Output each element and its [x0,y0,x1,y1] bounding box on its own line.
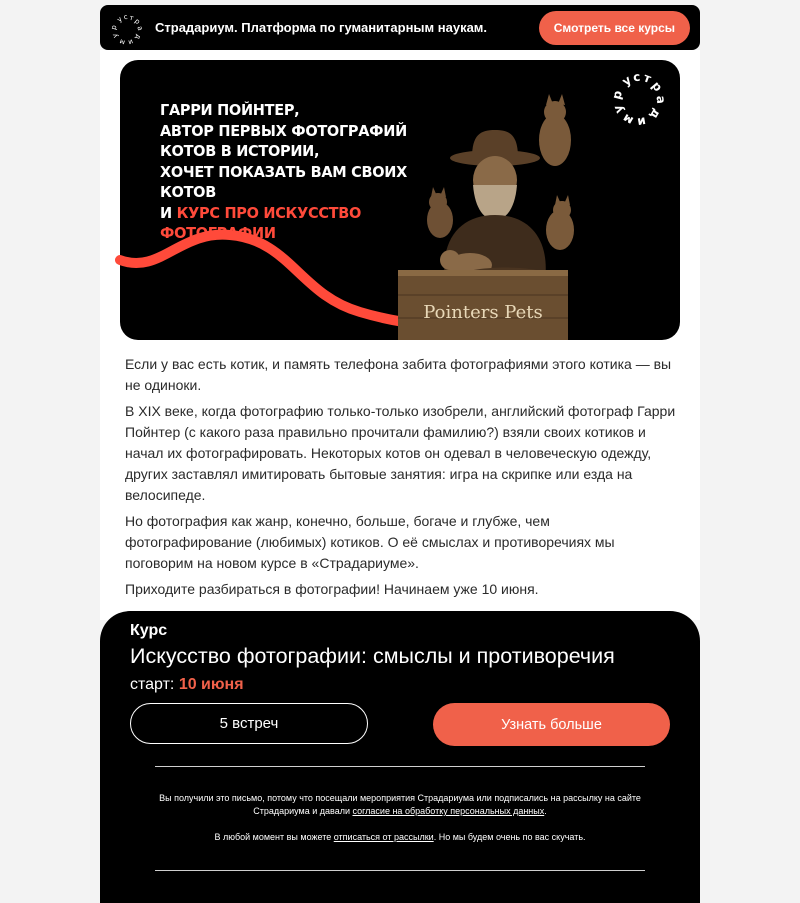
logo-letter: р [648,78,666,95]
course-start-prefix: старт: [130,676,179,693]
learn-more-button[interactable]: Узнать больше [433,703,670,746]
photographer-with-cats-photo [410,80,595,340]
logo-letter: р [609,89,626,101]
email-body-text [125,354,680,605]
cat-left-icon [427,187,453,238]
unsubscribe-link[interactable]: отписаться от рассылки [333,832,434,842]
logo-letter: д [646,106,664,122]
hero-accent-text: КУРС ПРО ИСКУССТВО ФОТОГРАФИИ [160,205,362,243]
unsub-prefix: В любой момент вы можете [214,832,334,842]
body-paragraph: Приходите разбираться в фотографии! Начинаем уже 10 июня. [125,581,539,597]
logo-letter: р [109,23,119,31]
crate-caption: Pointers Pets [423,302,543,323]
body-paragraph: Но фотография как жанр, конечно, больше, богаче и глубже, чем фотографирование (любимых) котиков. О её смыслах и противоречиях мы поговорим на новом курсе в «Страдариуме». [125,513,615,571]
hero-line: ХОЧЕТ ПОКАЗАТЬ ВАМ СВОИХ КОТОВ [160,164,408,202]
hero-line: КОТОВ В ИСТОРИИ, [160,143,320,161]
logo-letter: у [619,72,634,89]
logo-letter: у [110,31,120,39]
logo-letter: т [128,13,135,22]
logo-letter: и [636,114,648,130]
consent-link[interactable]: согласие на обработку персональных данных [352,806,545,816]
logo-letter: а [135,24,145,32]
hero-line-prefix: И [160,205,177,222]
body-paragraph: Если у вас есть котик, и память телефона забита фотографиями этого котика — вы не одиноки. [125,356,672,393]
course-card [100,611,700,903]
course-label: Курс [130,622,168,639]
logo-letter: м [620,110,636,128]
stradarium-logo-icon[interactable] [109,12,145,47]
unsub-suffix: . Но мы будем очень по вас скучать. [433,832,586,842]
notice-end: . [544,806,547,816]
logo-letter: у [115,14,124,24]
course-title: Искусство фотографии: смыслы и противоречия [130,644,615,668]
subscription-notice [150,792,650,818]
hero-line: АВТОР ПЕРВЫХ ФОТОГРАФИЙ [160,123,407,140]
all-courses-button[interactable]: Смотреть все курсы [539,11,690,45]
body-paragraph: В XIX веке, когда фотографию только-только изобрели, английский фотограф Гарри Пойнтер (с какого раза правильно прочитали фамилию?) взяли своих котиков и начал их фотографировать. Некоторых котов он одевал в человеческую одежду, других заставлял имитировать бытовые занятия: игра на скрипке или езда на велосипеде. [125,403,676,503]
footer-divider-top [155,766,645,767]
logo-letter: м [118,36,127,47]
logo-letter: с [632,69,641,85]
logo-letter: у [610,103,627,116]
email-header [100,5,700,50]
stradarium-logo-icon [609,69,669,130]
logo-letter: т [641,70,654,87]
beard-icon [473,185,517,220]
course-start-date: 10 июня [178,676,244,693]
footer-divider-bottom [155,870,645,871]
notice-text: Вы получили это письмо, потому что посещали мероприятия Страдариума или подписались на рассылку на сайте Страдариума и давали [159,793,641,816]
logo-letter: д [133,32,143,40]
logo-letter: и [127,36,135,46]
meetings-count-button[interactable]: 5 встреч [130,703,368,744]
logo-letter: р [133,16,142,26]
hero-banner[interactable] [120,60,680,340]
cat-top-icon [539,94,571,166]
hero-line: ГАРРИ ПОЙНТЕР, [160,102,300,120]
unsubscribe-notice [150,831,650,844]
wooden-crate-icon [398,270,568,340]
course-start [130,676,244,694]
cat-right-icon [546,195,574,250]
logo-letter: с [123,12,129,21]
logo-letter: а [653,95,669,105]
header-title: Страдариум. Платформа по гуманитарным наукам. [155,20,488,35]
